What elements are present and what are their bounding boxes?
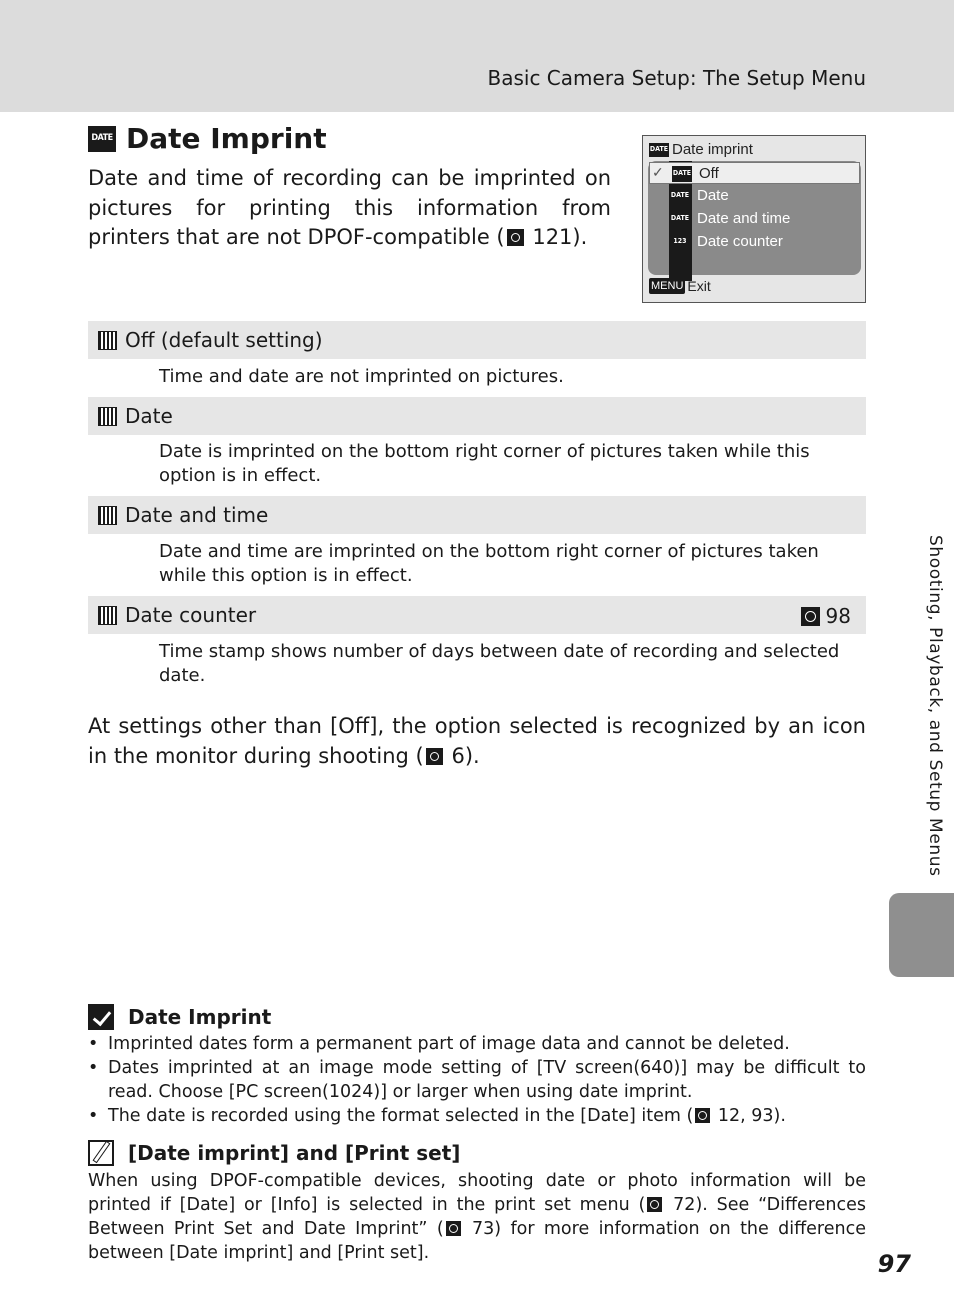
note-bullet-list — [88, 1032, 866, 1128]
bullet-text: The date is recorded using the format selected in the [Date] item ( — [108, 1106, 694, 1126]
option-label: Date — [125, 404, 173, 428]
note-heading-text: Date Imprint — [128, 1005, 272, 1029]
list-item: • Dates imprinted at an image mode setting of [TV screen(640)] may be difficult to read. Choose [PC screen(1024)] or larger when using date imprint. — [88, 1056, 866, 1104]
option-date-and-time-header — [88, 496, 866, 534]
intro-page-ref: 121 — [532, 225, 573, 249]
note-text: ). See “Differences Between Print Set and Date Imprint” ( — [88, 1195, 866, 1239]
para2-page-ref: 6 — [451, 743, 465, 768]
pencil-note-icon — [88, 1140, 114, 1166]
page-reference-icon — [446, 1221, 461, 1236]
menu-item-label: Date and time — [697, 210, 791, 227]
page-reference-icon — [695, 1108, 710, 1123]
menu-button-icon: MENU — [651, 280, 684, 292]
note-heading — [88, 1004, 271, 1030]
screen-title-text: Date imprint — [672, 141, 753, 158]
page-reference-icon — [801, 607, 820, 626]
checkmark-note-icon — [88, 1004, 114, 1030]
note-page-ref: 72 — [673, 1195, 696, 1215]
page-ref-number: 98 — [825, 604, 851, 628]
menu-item-date-and-time[interactable] — [648, 208, 861, 230]
page-title-text: Date Imprint — [126, 122, 327, 155]
page-reference-icon — [507, 229, 524, 246]
date-off-icon — [98, 331, 117, 350]
menu-item-date[interactable] — [648, 185, 861, 207]
header-band — [0, 0, 954, 112]
option-description: Time stamp shows number of days between date of recording and selected date. — [159, 641, 840, 686]
date-counter-icon — [98, 606, 117, 625]
bullet-page-ref: 12, 93 — [717, 1106, 774, 1126]
date-and-time-icon: DATE — [670, 211, 690, 227]
menu-item-date-counter[interactable] — [648, 231, 861, 253]
chapter-side-label: Shooting, Playback, and Setup Menus — [925, 535, 945, 877]
note-paragraph — [88, 1169, 866, 1265]
menu-item-label: Date — [697, 187, 729, 204]
note-page-ref: 73 — [472, 1219, 495, 1239]
option-date-header — [88, 397, 866, 435]
page-reference-icon — [647, 1197, 662, 1212]
check-icon: ✓ — [652, 164, 664, 180]
option-label: Date counter — [125, 603, 257, 627]
menu-panel — [648, 161, 861, 275]
para2-text: At settings other than [Off], the option selected is recognized by an icon in the monitor during shooting ( — [88, 714, 866, 768]
option-description: Date is imprinted on the bottom right corner of pictures taken while this option is in effect. — [159, 441, 810, 486]
date-counter-icon: 123 — [670, 234, 690, 250]
monitor-icon-paragraph — [88, 712, 866, 771]
date-and-time-icon — [98, 506, 117, 525]
intro-text-end: ). — [572, 225, 588, 249]
para2-text-end: ). — [464, 743, 480, 768]
page-number: 97 — [877, 1250, 911, 1278]
bullet-text-end: ). — [773, 1106, 786, 1126]
date-off-icon: DATE — [672, 166, 692, 182]
screen-footer — [649, 278, 711, 294]
option-description: Date and time are imprinted on the bottom right corner of pictures taken while this option is in effect. — [159, 541, 819, 586]
option-label: Off (default setting) — [125, 328, 323, 352]
section-header: Basic Camera Setup: The Setup Menu — [487, 66, 866, 90]
option-label: Date and time — [125, 503, 269, 527]
page-reference — [799, 604, 851, 628]
option-off-header — [88, 321, 866, 359]
screen-title — [649, 141, 753, 158]
page-reference-icon — [426, 748, 443, 765]
note-heading — [88, 1140, 460, 1166]
intro-text: Date and time of recording can be imprinted on pictures for printing this information from printers that are not DPOF-compatible ( — [88, 166, 611, 249]
exit-label: Exit — [687, 278, 711, 294]
menu-item-label: Off — [699, 165, 719, 182]
option-description: Time and date are not imprinted on pictures. — [159, 366, 564, 387]
list-item: • Imprinted dates form a permanent part of image data and cannot be deleted. — [88, 1032, 866, 1056]
note-text: ) for more information on the difference between [Date imprint] and [Print set]. — [88, 1219, 866, 1263]
date-imprint-icon: DATE — [649, 143, 669, 157]
date-imprint-icon: DATE — [88, 126, 116, 152]
chapter-tab — [889, 893, 954, 977]
intro-paragraph — [88, 164, 611, 253]
date-icon — [98, 407, 117, 426]
menu-item-label: Date counter — [697, 233, 783, 250]
camera-menu-screen — [642, 135, 866, 303]
note-heading-text: [Date imprint] and [Print set] — [128, 1141, 461, 1165]
list-item — [88, 1104, 866, 1128]
date-icon: DATE — [670, 188, 690, 204]
option-date-counter-header — [88, 596, 866, 634]
note-text: When using DPOF-compatible devices, shooting date or photo information will be printed if [Date] or [Info] is selected in the print set menu ( — [88, 1171, 866, 1215]
page-title — [88, 122, 327, 155]
menu-item-off[interactable] — [649, 162, 860, 184]
